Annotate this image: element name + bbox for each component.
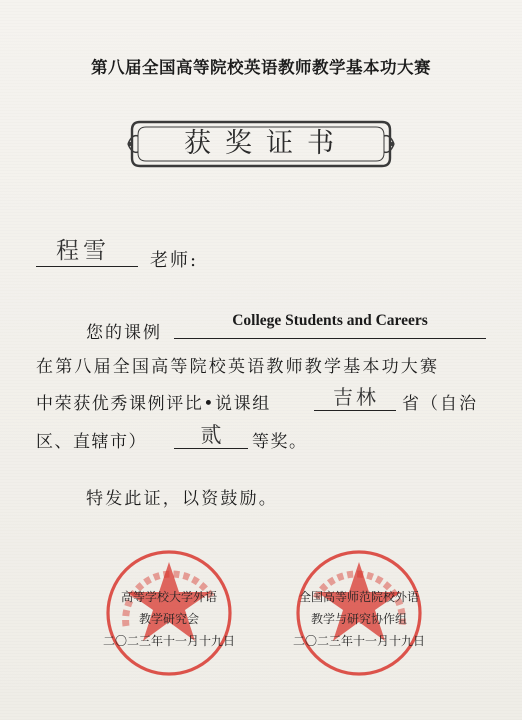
competition-title: 第八届全国高等院校英语教师教学基本功大赛 xyxy=(91,58,431,77)
left-org-line-1: 高等学校大学外语 xyxy=(120,590,217,604)
award-level: 贰 xyxy=(200,423,222,447)
right-org-line-1: 全国高等师范院校外语 xyxy=(298,590,419,604)
body-line-4-suffix: 等奖。 xyxy=(252,432,308,452)
recipient-suffix: 老师: xyxy=(150,250,199,271)
body-line-4-prefix: 区、直辖市） xyxy=(36,432,147,452)
right-org-line-2: 教学与研究协作组 xyxy=(310,612,407,626)
course-title: College Students and Careers xyxy=(232,312,428,329)
certificate-title: 获奖证书 xyxy=(184,128,348,159)
closing-statement: 特发此证，以资鼓励。 xyxy=(86,489,278,509)
award-category: 中荣获优秀课例评比•说课组 xyxy=(36,394,271,414)
body-line-3-suffix: 省（自治 xyxy=(402,394,478,414)
province: 吉林 xyxy=(333,385,379,409)
body-line-2: 在第八届全国高等院校英语教师教学基本功大赛 xyxy=(36,357,440,377)
left-date: 二〇二三年十一月十九日 xyxy=(102,634,235,648)
right-date: 二〇二三年十一月十九日 xyxy=(292,634,425,648)
certificate-title-frame xyxy=(126,116,396,172)
left-org-line-2: 教学研究会 xyxy=(138,612,199,626)
course-prefix: 您的课例 xyxy=(86,323,162,343)
recipient-name: 程雪 xyxy=(56,238,110,264)
